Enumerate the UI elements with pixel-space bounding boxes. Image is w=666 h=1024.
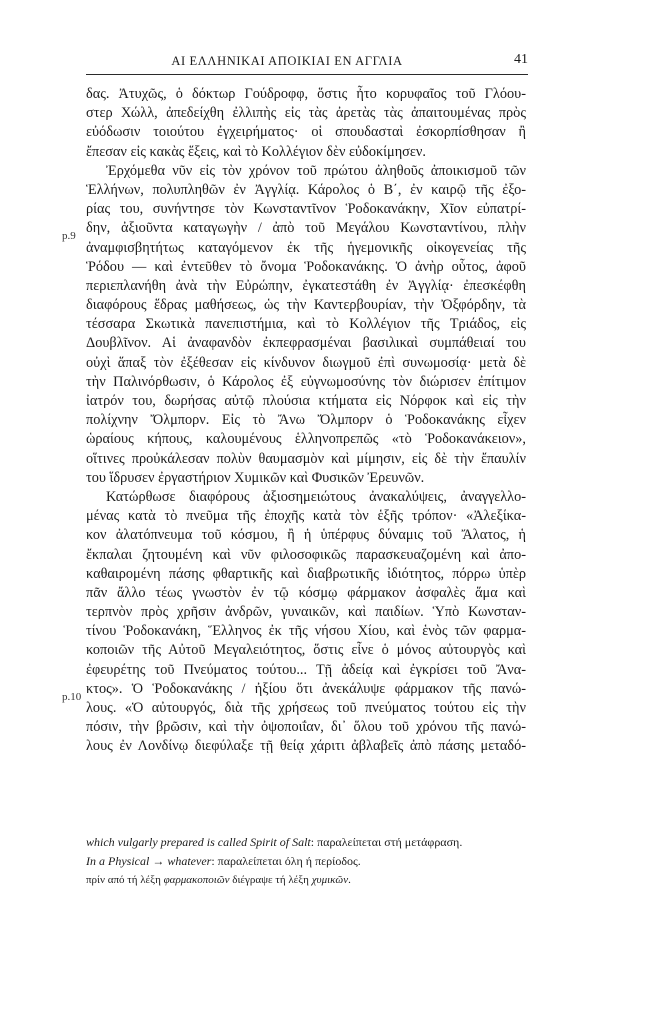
text-line: τίνου Ῥοδοκανάκη, Ἕλληνος ἐκ τῆς νήσου Χίου, καὶ ἑνὸς τῶν φαρμα-	[86, 623, 526, 640]
margin-note-p9: p.9	[62, 230, 76, 242]
text-line: του ἵδρυσεν ἐργαστήριον Χυμικῶν καὶ Φυσικῶν Ἐρευνῶν.	[86, 469, 425, 486]
footnote-3-word-b: χυμικῶν	[311, 874, 349, 886]
text-line: τέσσαρα Σκωτικὰ πανεπιστήμια, καὶ τὸ Κολλέγιον τῆς Τριάδος, εἰς	[86, 316, 526, 333]
text-line: ὡραίους κήπους, καλουμένους ἑλληνοπρεπῶς «τὸ Ῥοδοκανάκειον»,	[86, 431, 526, 448]
text-line: Κατώρθωσε διαφόρους ἀξιοσημειώτους ἀνακαλύψεις, ἀναγγελλο-	[106, 488, 526, 505]
text-line: μένας κατὰ τὸ πνεῦμα τῆς ἐποχῆς κατὰ τὸν ἑξῆς τρόπον· «Ἀλεξίκα-	[86, 508, 526, 525]
text-line: οὐχὶ ἅπαξ τὸν ἐξέθεσαν εἰς κίνδυνον διωγμοῦ ἐπὶ συνωμοσίᾳ· μετὰ δὲ	[86, 354, 526, 371]
text-line: Ἑλλήνων, πολυπληθῶν ἐν Ἀγγλίᾳ. Κάρολος ὁ Β΄, ἐν καιρῷ τῆς ἐξο-	[86, 181, 526, 198]
text-line: στερ Χώλλ, ἀπεδείχθη ἐλλιπὴς εἰς τὰς ἀρετὰς τὰς ἀπαιτουμένας πρὸς	[86, 105, 526, 122]
text-line: λους. «Ὁ αὐτουργός, διὰ τῆς χρήσεως τοῦ πνεύματος τούτου εἰς τὴν	[86, 700, 526, 716]
footnote-1-english: which vulgarly prepared is called Spirit of Salt	[86, 835, 311, 849]
text-line: ἐφευρέτης τοῦ Πνεύματος τούτου... Τῇ ἀδείᾳ καὶ ἐγκρίσει τοῦ Ἄνα-	[86, 661, 526, 678]
text-line: κον ἀλατόπνευμα τοῦ κόσμου, ἢ ἡ ὑπέρφυς δύναμις τοῦ Ἄλατος, ἡ	[86, 527, 526, 544]
text-line: ἔπεσαν εἰς κακὰς ἕξεις, καὶ τὸ Κολλέγιον δὲν εὐδοκίμησεν.	[86, 143, 426, 160]
footnote-2-english-end: whatever	[167, 854, 212, 868]
page-header	[86, 52, 528, 72]
text-line: διαφόρους ἕδρας μαθήσεως, ὡς τὴν Καντερβουρίαν, τὴν Ὀξφόρδην, τὰ	[86, 297, 526, 314]
text-line: περιεπλανήθη ἀνὰ τὴν Εὐρώπην, ἐγκατεστάθη ἐν Ἀγγλίᾳ· ἐπεσκέφθη	[86, 277, 526, 294]
text-line: Ἐρχόμεθα νῦν εἰς τὸν χρόνον τοῦ πρώτου ἀληθοῦς ἀποικισμοῦ τῶν	[106, 162, 526, 179]
text-line: Δουβλῖνον. Αἱ ἀναφανδὸν ἐκπεφρασμέναι βασιλικαὶ συμπάθειαί του	[86, 335, 526, 352]
text-line: εὐόδωσιν τοιούτου ἐγχειρήματος· οἱ σπουδασταὶ ἐσκορπίσθησαν ἢ	[86, 124, 526, 141]
footnote-1-note: : παραλείπεται στή μετάφραση.	[310, 835, 463, 849]
text-line: κτος». Ὁ Ῥοδοκανάκης / ἠξίου ὅτι ἀνεκάλυψε φάρμακον τῆς πανώ-	[86, 680, 526, 697]
running-head: ΑΙ ΕΛΛΗΝΙΚΑΙ ΑΠΟΙΚΙΑΙ ΕΝ ΑΓΓΛΙΑ	[171, 54, 403, 68]
text-line: δας. Ἀτυχῶς, ὁ δόκτωρ Γούδροφφ, ὅστις ἦτο κορυφαῖος τοῦ Γλόου-	[86, 86, 526, 102]
footnote-3-mid: διέγραψε τή λέξη	[229, 874, 312, 886]
footnote-3-word-a: φαρμακοποιῶν	[163, 874, 230, 886]
text-line: ἰατρόν του, δωρήσας αὐτῷ πλούσια κτήματα εἰς Νόρφοκ καὶ εἰς τὴν	[86, 393, 526, 409]
footnote-3	[86, 871, 546, 890]
footnote-3-text: πρίν από τή λέξη	[86, 874, 164, 886]
footnote-2-english-start: In a Physical	[86, 854, 150, 868]
footnote-2	[86, 852, 546, 871]
footnote-2-arrow: →	[149, 854, 168, 868]
footnote-1	[86, 833, 546, 852]
body-text	[86, 85, 526, 757]
text-line: τὴν Παλινόρθωσιν, ὁ Κάρολος ἐξ εὐγνωμοσύνης τὸν διώρισεν ἐπίτιμον	[86, 373, 526, 390]
footnote-2-note: : παραλείπεται όλη ή περίοδος.	[211, 854, 361, 868]
text-line: λους ἐν Λονδίνῳ διεφύλαξε τῇ θείᾳ χάριτι ἀβλαβεῖς ἀπὸ πάσης μεταδό-	[86, 738, 526, 755]
header-rule	[86, 74, 528, 75]
text-line: ἔκπαλαι ζητουμένη καὶ νῦν φιλοσοφικῶς παρασκευαζομένη καὶ ἀπο-	[86, 546, 526, 563]
text-line: πολίχνην Ὄλμπορν. Εἰς τὸ Ἄνω Ὄλμπορν ὁ Ῥοδοκανάκης εἶχεν	[86, 412, 526, 429]
text-line: πόσιν, τὴν βρῶσιν, καὶ τὴν ὀψοποιΐαν, δι᾽ ὅλου τοῦ χρόνου τῆς πανώ-	[86, 719, 526, 736]
text-line: τερπνὸν πρὸς χρῆσιν ἀνδρῶν, γυναικῶν, καὶ παιδίων. Ὑπὸ Κωνσταν-	[86, 604, 526, 621]
text-line: οἵτινες προὐκάλεσαν πολὺν θαυμασμὸν καὶ μίμησιν, εἰς δὲ τὴν ἔπαυλίν	[86, 450, 526, 467]
text-line: Ῥόδου — καὶ ἐντεῦθεν τὸ ὄνομα Ῥοδοκανάκης. Ὁ ἀνὴρ οὗτος, ἀφοῦ	[86, 258, 526, 275]
page-number: 41	[514, 52, 528, 67]
text-line: πᾶν ἄλλο τέως γνωστὸν ἐν τῷ κόσμῳ φάρμακον ἀσφαλὲς ἅμα καὶ	[86, 584, 526, 601]
margin-note-p10: p.10	[62, 691, 82, 703]
text-line: κοποιῶν τῆς Αὐτοῦ Μεγαλειότητος, ὅστις εἶνε ὁ μόνος αὐτουργὸς καὶ	[86, 642, 526, 659]
text-line: ρίας του, συνήντησε τὸν Κωνσταντῖνον Ῥοδοκανάκην, Χῖον εὐπατρί-	[86, 201, 526, 218]
footnote-3-end: .	[348, 874, 351, 886]
text-line: καθαιρομένη πάσης φθαρτικῆς καὶ διαβρωτικῆς ἰδιότητος, πόρρω ὑπὲρ	[86, 565, 526, 582]
footnotes	[86, 833, 546, 890]
text-line: δην, ἀξιοῦντα καταγωγὴν / ἀπὸ τοῦ Μεγάλου Κωνσταντίνου, πλὴν	[86, 220, 526, 237]
text-line: ἀναμφισβητήτως καταγόμενον ἐκ τῆς ἡγεμονικῆς οἰκογενείας τῆς	[86, 239, 526, 256]
